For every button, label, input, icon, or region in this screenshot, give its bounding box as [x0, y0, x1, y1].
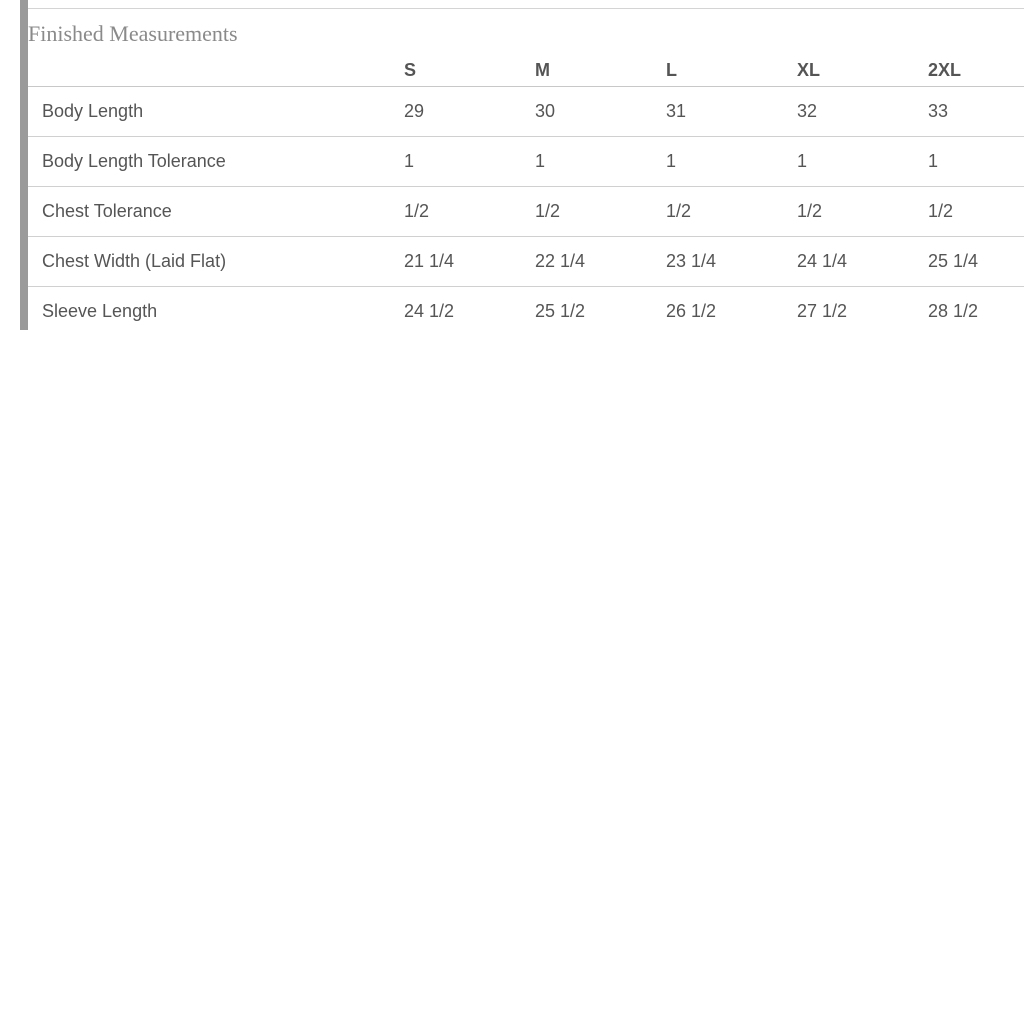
table-cell: 24 1/2: [396, 287, 527, 331]
table-row: [28, 187, 1024, 237]
row-label: Sleeve Length: [28, 287, 396, 331]
column-header-size: S: [396, 55, 527, 87]
top-divider: [28, 8, 1024, 9]
table-cell: 1/2: [527, 187, 658, 237]
table-cell: 29: [396, 87, 527, 137]
table-cell: 24 1/4: [789, 237, 920, 287]
table-row: [28, 87, 1024, 137]
table-cell: 27 1/2: [789, 287, 920, 331]
table-cell: 31: [658, 87, 789, 137]
section-title: Finished Measurements: [28, 21, 238, 46]
row-label: Body Length: [28, 87, 396, 137]
row-label: Chest Width (Laid Flat): [28, 237, 396, 287]
column-header-blank: [28, 55, 396, 87]
table-row: [28, 237, 1024, 287]
column-header-size: XL: [789, 55, 920, 87]
table-cell: 25 1/2: [527, 287, 658, 331]
table-cell: 26 1/2: [658, 287, 789, 331]
table-cell: 1: [527, 137, 658, 187]
table-cell: 1: [658, 137, 789, 187]
table-row: [28, 137, 1024, 187]
table-row: [28, 287, 1024, 331]
table-cell: 1/2: [658, 187, 789, 237]
table-cell: 33: [920, 87, 1024, 137]
table-cell: 28 1/2: [920, 287, 1024, 331]
table-header-row: [28, 55, 1024, 87]
row-label: Chest Tolerance: [28, 187, 396, 237]
table-cell: 23 1/4: [658, 237, 789, 287]
measurements-table: [28, 55, 1024, 330]
row-label: Body Length Tolerance: [28, 137, 396, 187]
table-cell: 1: [920, 137, 1024, 187]
table-cell: 1/2: [396, 187, 527, 237]
column-header-size: L: [658, 55, 789, 87]
measurements-panel: [20, 0, 1024, 330]
table-cell: 1: [789, 137, 920, 187]
table-cell: 30: [527, 87, 658, 137]
table-cell: 25 1/4: [920, 237, 1024, 287]
table-cell: 32: [789, 87, 920, 137]
table-cell: 22 1/4: [527, 237, 658, 287]
column-header-size: 2XL: [920, 55, 1024, 87]
table-cell: 1/2: [920, 187, 1024, 237]
table-cell: 1/2: [789, 187, 920, 237]
column-header-size: M: [527, 55, 658, 87]
table-cell: 21 1/4: [396, 237, 527, 287]
table-cell: 1: [396, 137, 527, 187]
